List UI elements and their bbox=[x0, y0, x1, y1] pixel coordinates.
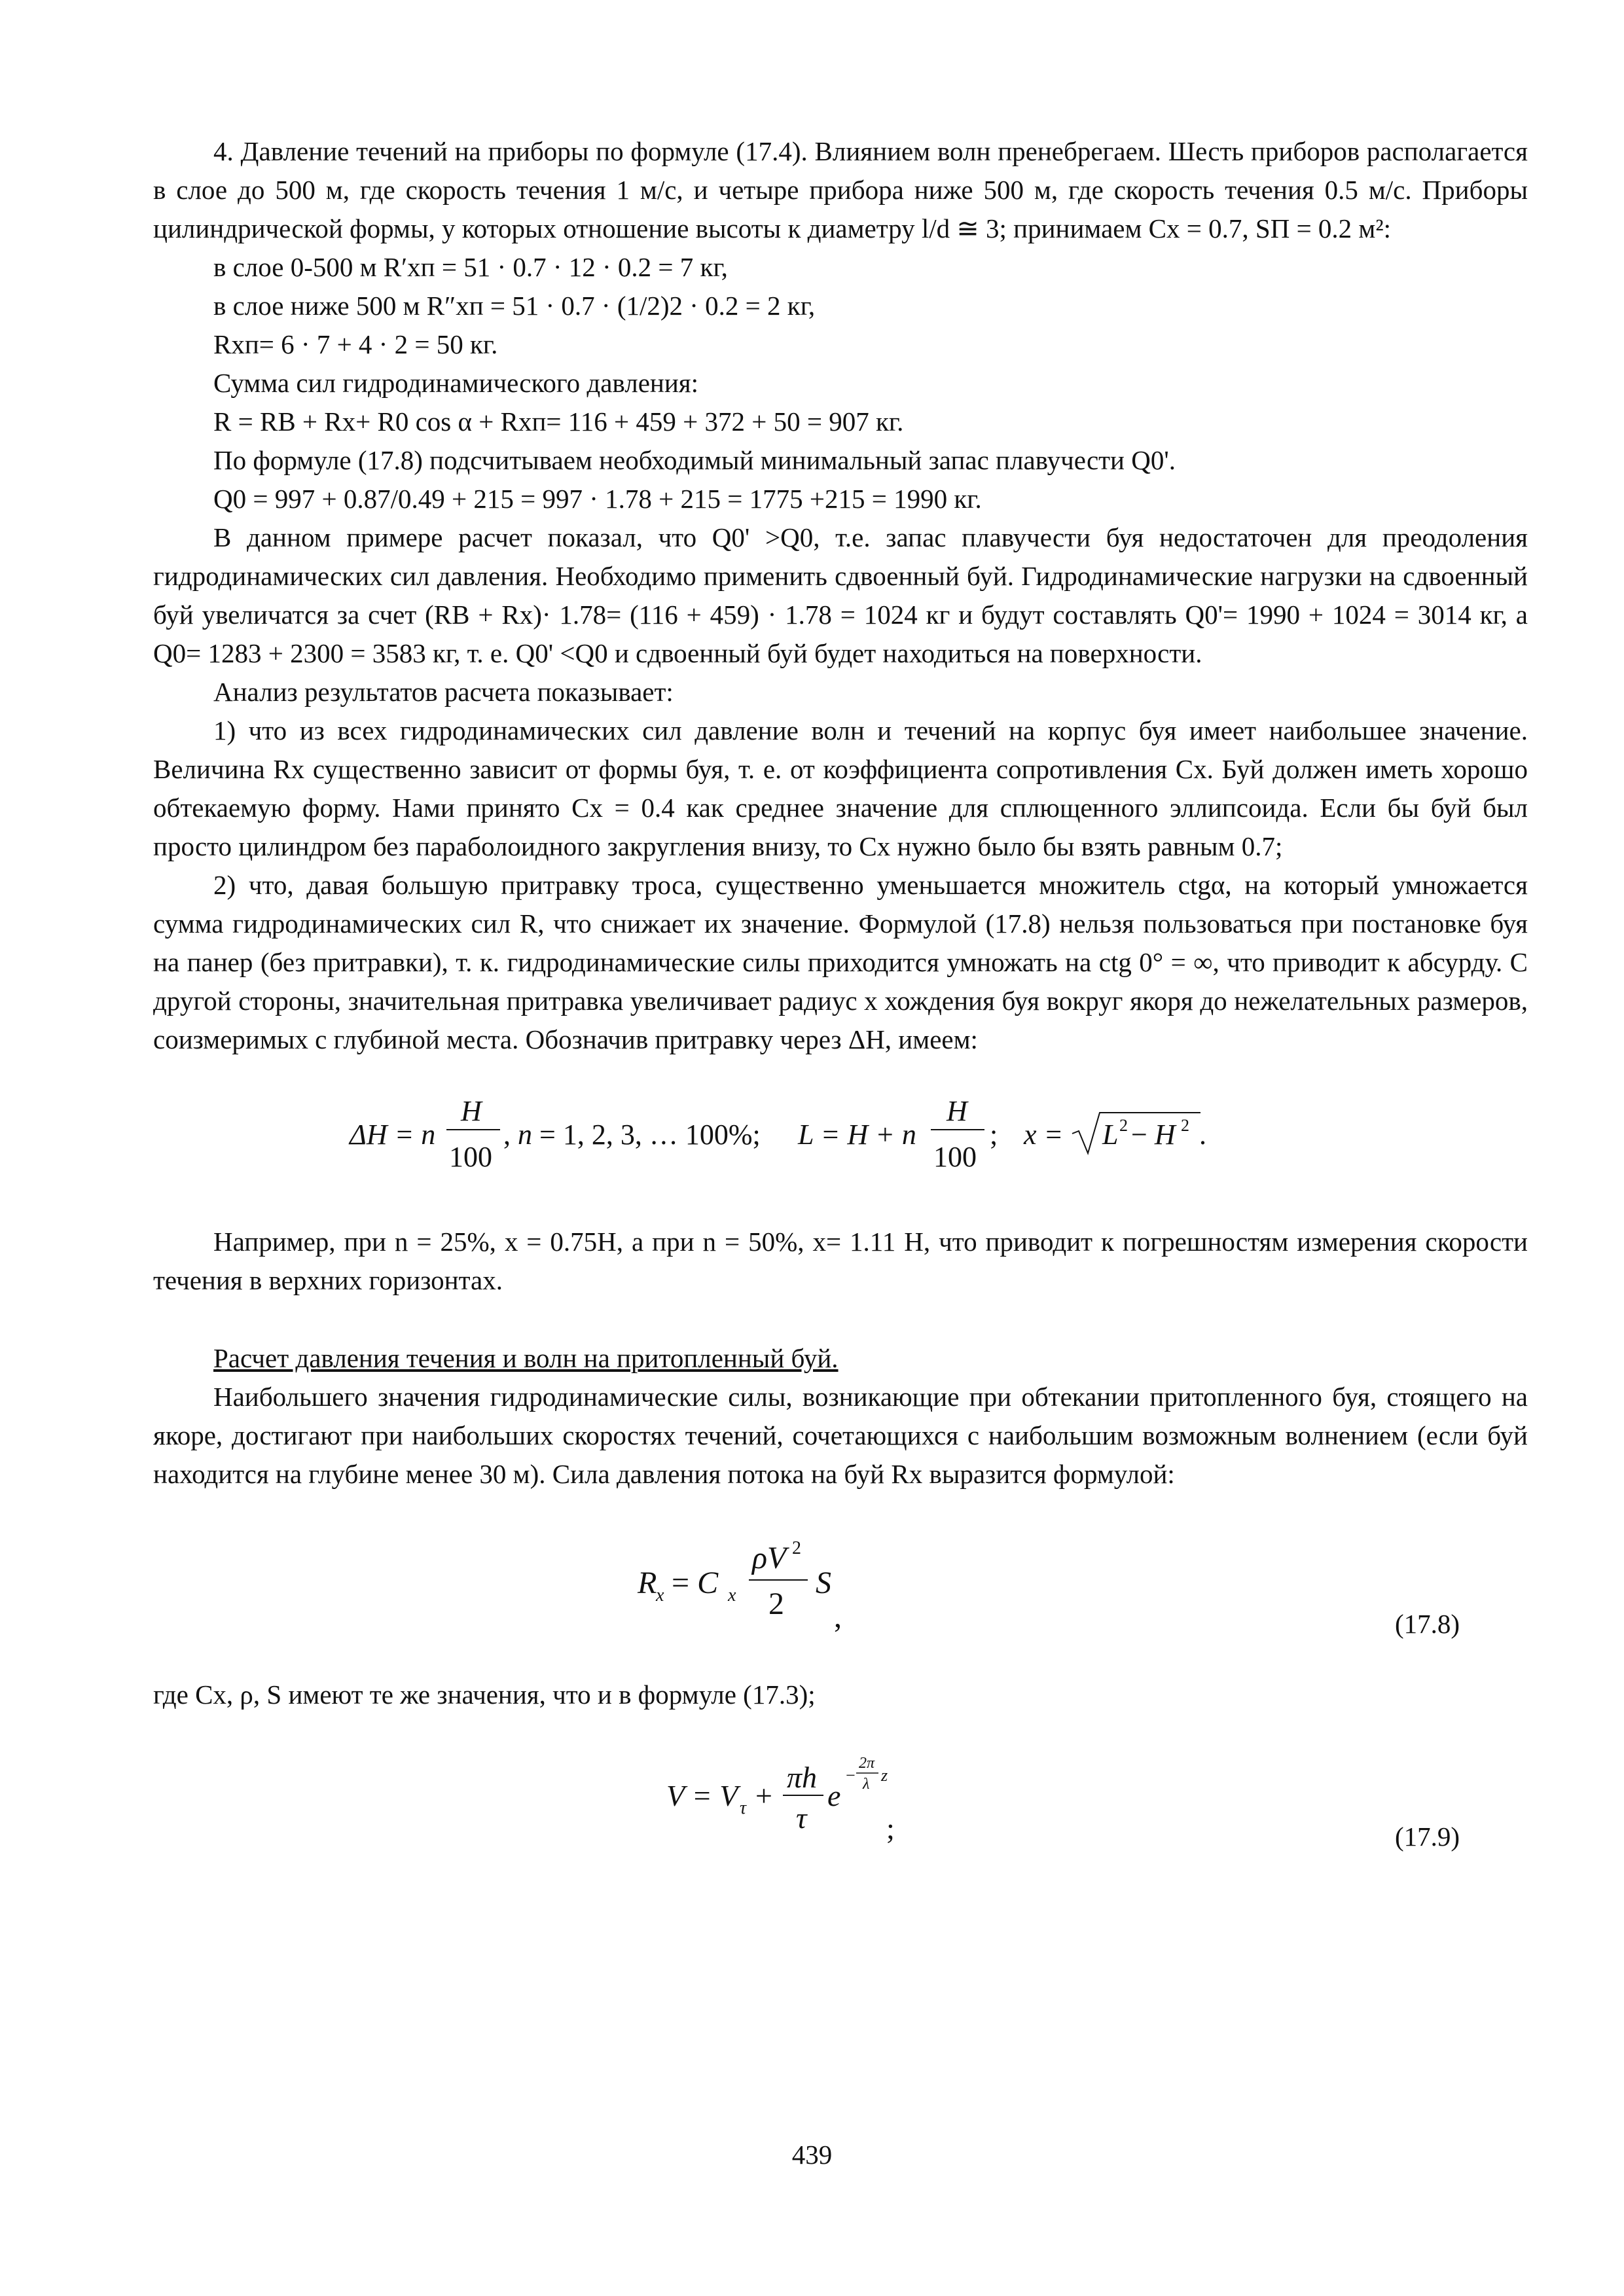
svg-text:λ: λ bbox=[863, 1776, 870, 1793]
line-rxp: Rxп= 6 · 7 + 4 · 2 = 50 кг. bbox=[213, 329, 498, 359]
svg-text:S: S bbox=[816, 1566, 831, 1600]
svg-text:x =: x = bbox=[1024, 1119, 1064, 1151]
paragraph-example-2: Например, при n = 25%, x = 0.75H, а при n = 50%, x= 1.11 H, что приводит к погрешностям измерения скорости течения в верхних горизонтах. bbox=[153, 1227, 1528, 1295]
line-layer-2: в слое ниже 500 м R″xп = 51 · 0.7 · (1/2)2 · 0.2 = 2 кг, bbox=[213, 291, 816, 321]
svg-text:2π: 2π bbox=[859, 1755, 875, 1772]
svg-text:− H: − H bbox=[1131, 1119, 1176, 1151]
svg-text:;: ; bbox=[886, 1812, 895, 1845]
main-text bbox=[153, 132, 1528, 1858]
svg-text:x: x bbox=[728, 1585, 736, 1605]
svg-text:,: , bbox=[834, 1600, 842, 1634]
heading-submerged-text: Расчет давления течения и волн на притопленный буй. bbox=[213, 1343, 839, 1373]
paragraph-example: В данном примере расчет показал, что Q0' >Q0, т.е. запас плавучести буя недостаточен для преодоления гидродинамических сил давления. Необходимо применить сдвоенный буй. Гидродинамические нагрузки на сдвоенный буй увеличатся за счет (RB + Rx)· 1.78= (116 + 459) · 1.78 = 1024 кг и будут составлять Q0'= 1990 + 1024 = 3014 кг, а Q0= 1283 + 2300 = 3583 кг, т. е. Q0' <Q0 и сдвоенный буй будет находиться на поверхности. bbox=[153, 522, 1528, 668]
paragraph-point-1: 1) что из всех гидродинамических сил давление волн и течений на корпус буя имеет наибольшее значение. Величина Rx существенно зависит от формы буя, т. е. от коэффициента сопротивления Cx. Буй должен иметь хорошо обтекаемую форму. Нами принято Cx = 0.4 как среднее значение для сплющенного эллипсоида. Если бы буй был просто цилиндром без параболоидного закругления внизу, то Cx нужно было бы взять равным 0.7; bbox=[153, 715, 1528, 861]
paragraph-submerged: Наибольшего значения гидродинамические силы, возникающие при обтекании притопленного буя, стоящего на якоре, достигают при наибольших скоростях течений, сочетающихся с наибольшим возможным волнением (если буй находится на глубине менее 30 м). Сила давления потока на буй Rx выразится формулой: bbox=[153, 1382, 1528, 1489]
svg-text:2: 2 bbox=[768, 1587, 784, 1621]
svg-text:2: 2 bbox=[792, 1538, 801, 1558]
svg-text:.: . bbox=[1199, 1119, 1206, 1151]
formula-delta-h-svg bbox=[153, 1093, 1528, 1191]
equation-17-8-svg bbox=[153, 1528, 1266, 1659]
equation-17-9-svg bbox=[153, 1740, 1266, 1858]
svg-text:L: L bbox=[1102, 1119, 1119, 1151]
svg-text:τ: τ bbox=[796, 1801, 807, 1835]
formula-delta-h bbox=[153, 1093, 1528, 1191]
heading-submerged-buoy bbox=[153, 1339, 1528, 1378]
svg-text:L = H + n: L = H + n bbox=[798, 1119, 916, 1151]
svg-text:R: R bbox=[638, 1566, 657, 1600]
svg-text:= C: = C bbox=[672, 1566, 719, 1600]
svg-text:100: 100 bbox=[933, 1141, 977, 1173]
page-number: 439 bbox=[791, 2140, 833, 2170]
svg-text:2: 2 bbox=[1181, 1116, 1189, 1135]
equation-17-9 bbox=[153, 1740, 1528, 1858]
svg-text:H: H bbox=[947, 1095, 967, 1127]
svg-text:πh: πh bbox=[787, 1761, 818, 1794]
svg-text:x: x bbox=[656, 1585, 664, 1605]
paragraph-where: где Cx, ρ, S имеют те же значения, что и в формуле (17.3); bbox=[153, 1679, 816, 1710]
line-analysis: Анализ результатов расчета показывает: bbox=[213, 677, 674, 707]
paragraph-item-4: 4. Давление течений на приборы по формуле (17.4). Влиянием волн пренебрегаем. Шесть приборов располагается в слое до 500 м, где скорость течения 1 м/с, и четыре прибора ниже 500 м, где скорость течения 0.5 м/с. Приборы цилиндрической формы, у которых отношение высоты к диаметру l/d ≅ 3; принимаем Cx = 0.7, SП = 0.2 м²: bbox=[153, 136, 1528, 243]
equation-17-8-number: (17.8) bbox=[1394, 1609, 1460, 1639]
paragraph-point-2: 2) что, давая большую притравку троса, существенно уменьшается множитель ctgα, на который умножается сумма гидродинамических сил R, что снижает их значение. Формулой (17.8) нельзя пользоваться при постановке буя на панер (без притравки), т. к. гидродинамические силы приходится умножать на ctg 0° = ∞, что приводит к абсурду. С другой стороны, значительная притравка увеличивает радиус x хождения буя вокруг якоря до нежелательных размеров, соизмеримых с глубиной места. Обозначив притравку через ΔH, имеем: bbox=[153, 870, 1528, 1054]
equation-17-9-number: (17.9) bbox=[1394, 1821, 1460, 1852]
svg-text:τ: τ bbox=[740, 1798, 747, 1818]
line-formula-ref: По формуле (17.8) подсчитываем необходимый минимальный запас плавучести Q0'. bbox=[213, 445, 1176, 475]
svg-text:e: e bbox=[827, 1779, 841, 1812]
svg-text:V = V: V = V bbox=[666, 1779, 738, 1812]
line-sum-title: Сумма сил гидродинамического давления: bbox=[213, 368, 699, 398]
svg-text:z: z bbox=[881, 1766, 888, 1785]
line-q0: Q0 = 997 + 0.87/0.49 + 215 = 997 · 1.78 + 215 = 1775 +215 = 1990 кг. bbox=[213, 484, 982, 514]
svg-text:;: ; bbox=[990, 1119, 998, 1151]
svg-text:100: 100 bbox=[449, 1141, 492, 1173]
equation-17-8 bbox=[153, 1528, 1528, 1659]
svg-text:ΔH = n: ΔH = n bbox=[350, 1119, 436, 1151]
svg-text:−: − bbox=[846, 1766, 856, 1785]
svg-text:, n = 1, 2, 3, … 100%;: , n = 1, 2, 3, … 100%; bbox=[503, 1119, 761, 1151]
line-layer-1: в слое 0-500 м R′xп = 51 · 0.7 · 12 · 0.2 = 7 кг, bbox=[213, 252, 728, 282]
svg-text:H: H bbox=[461, 1095, 482, 1127]
svg-text:ρV: ρV bbox=[752, 1541, 787, 1575]
svg-text:2: 2 bbox=[1119, 1116, 1128, 1135]
line-sum: R = RB + Rx+ R0 cos α + Rxп= 116 + 459 + 372 + 50 = 907 кг. bbox=[213, 406, 904, 437]
svg-text:+: + bbox=[755, 1779, 772, 1812]
